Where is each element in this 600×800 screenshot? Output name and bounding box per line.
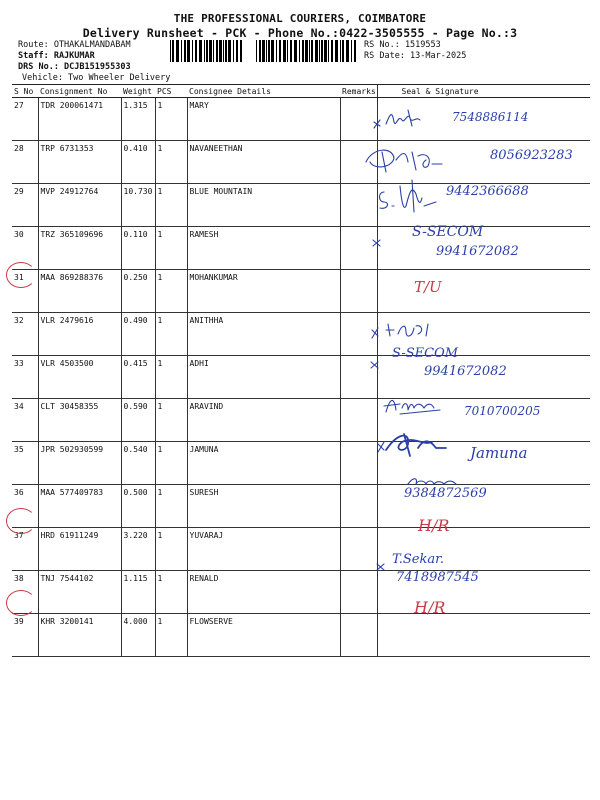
barcode-bar (195, 40, 197, 62)
col-consignee: Consignee Details (187, 85, 340, 98)
cell-pcs: 1 (155, 356, 187, 399)
cell-consignment: HRD 61911249 (38, 528, 121, 571)
handwritten-phone: 8056923283 (490, 148, 573, 163)
cell-pcs: 1 (155, 270, 187, 313)
barcode-bar (228, 40, 231, 62)
cell-weight: 0.110 (121, 227, 155, 270)
barcode-bar (223, 40, 224, 62)
cell-remarks (340, 270, 377, 313)
table-row (12, 485, 590, 528)
col-consignment: Consignment No (38, 85, 121, 98)
cell-pcs: 1 (155, 399, 187, 442)
cell-consignment: KHR 3200141 (38, 614, 121, 657)
company-title: THE PROFESSIONAL COURIERS, COIMBATORE (173, 12, 427, 25)
col-weight: Weight (121, 85, 155, 98)
cell-pcs: 1 (155, 485, 187, 528)
red-circle-mark (6, 508, 36, 534)
cell-weight: 0.410 (121, 141, 155, 184)
cell-sno: 27 (12, 98, 38, 141)
barcode-bar (236, 40, 238, 62)
barcode-bar (199, 40, 202, 62)
barcode-bar (309, 40, 310, 62)
barcode-bar (311, 40, 313, 62)
cell-consignee: BLUE MOUNTAIN (187, 184, 340, 227)
signature-mark (368, 358, 384, 372)
cell-consignment: MAA 577409783 (38, 485, 121, 528)
table-header-row (12, 85, 590, 98)
barcode-bar (276, 40, 277, 62)
barcode-bar (290, 40, 292, 62)
handwritten-remark: H/R (414, 598, 446, 617)
cell-weight: 0.250 (121, 270, 155, 313)
barcode-bar (299, 40, 300, 62)
cell-remarks (340, 571, 377, 614)
cell-weight: 4.000 (121, 614, 155, 657)
cell-weight: 1.115 (121, 571, 155, 614)
cell-pcs: 1 (155, 614, 187, 657)
barcode-bar (259, 40, 261, 62)
barcode-bar (335, 40, 338, 62)
barcode-bar (240, 40, 242, 62)
handwritten-phone: 9941672082 (436, 244, 519, 259)
cell-signature (377, 614, 590, 657)
cell-consignment: VLR 4503500 (38, 356, 121, 399)
drs-number: DRS No.: DCJB151955303 (18, 62, 131, 72)
cell-consignee: NAVANEETHAN (187, 141, 340, 184)
barcode-bar (206, 40, 208, 62)
cell-pcs: 1 (155, 141, 187, 184)
cell-consignee: ANITHHA (187, 313, 340, 356)
col-sno: S No (12, 85, 38, 98)
cell-consignee: MOHANKUMAR (187, 270, 340, 313)
cell-consignment: TRZ 365109696 (38, 227, 121, 270)
cell-remarks (340, 399, 377, 442)
rs-date: RS Date: 13-Mar-2025 (364, 51, 467, 61)
barcode-bar (187, 40, 190, 62)
cell-consignment: VLR 2479616 (38, 313, 121, 356)
cell-pcs: 1 (155, 571, 187, 614)
barcode-bar (305, 40, 308, 62)
signature-mark (370, 236, 386, 250)
signature-mark (368, 316, 448, 340)
red-circle-mark (6, 262, 36, 288)
cell-consignment: MVP 24912764 (38, 184, 121, 227)
table-row (12, 614, 590, 657)
col-signature: Seal & Signature (377, 85, 590, 98)
cell-sno: 30 (12, 227, 38, 270)
cell-consignment: TRP 6731353 (38, 141, 121, 184)
barcode-bar (279, 40, 281, 62)
barcode-bar (213, 40, 214, 62)
signature-mark (368, 104, 448, 134)
barcode-bar (321, 40, 323, 62)
signature-mark (376, 176, 456, 216)
cell-weight: 1.315 (121, 98, 155, 141)
barcode-bar (283, 40, 286, 62)
staff-label: Staff: RAJKUMAR (18, 51, 95, 61)
cell-sno: 28 (12, 141, 38, 184)
barcode-bar (184, 40, 186, 62)
cell-consignee: MARY (187, 98, 340, 141)
signature-mark (374, 560, 390, 574)
handwritten-phone: 9384872569 (404, 486, 487, 501)
barcode-bar (331, 40, 333, 62)
barcode-bar (324, 40, 327, 62)
table-row (12, 270, 590, 313)
barcode-bar (319, 40, 320, 62)
barcode-bar (225, 40, 227, 62)
cell-sno: 39 (12, 614, 38, 657)
handwritten-remark: H/R (418, 516, 450, 535)
runsheet-subtitle: Delivery Runsheet - PCK - Phone No.:0422-3505555 - Page No.:3 (82, 26, 518, 40)
barcode-bar (209, 40, 212, 62)
cell-remarks (340, 485, 377, 528)
cell-weight: 10.730 (121, 184, 155, 227)
cell-consignment: JPR 502930599 (38, 442, 121, 485)
barcode-bar (315, 40, 318, 62)
table-row (12, 313, 590, 356)
cell-consignment: MAA 869288376 (38, 270, 121, 313)
barcode-left (170, 40, 242, 62)
cell-sno: 31 (12, 270, 38, 313)
barcode-bar (294, 40, 297, 62)
barcode-bar (302, 40, 304, 62)
handwritten-phone: 7548886114 (452, 110, 529, 124)
vehicle-label: Vehicle: Two Wheeler Delivery (22, 73, 171, 83)
cell-remarks (340, 442, 377, 485)
barcode-bar (204, 40, 205, 62)
cell-pcs: 1 (155, 227, 187, 270)
cell-weight: 0.415 (121, 356, 155, 399)
cell-remarks (340, 614, 377, 657)
cell-sno: 35 (12, 442, 38, 485)
cell-sno: 36 (12, 485, 38, 528)
cell-sno: 33 (12, 356, 38, 399)
barcode-bar (192, 40, 193, 62)
cell-sno: 37 (12, 528, 38, 571)
barcode-bar (176, 40, 179, 62)
cell-consignee: RAMESH (187, 227, 340, 270)
barcode-bar (354, 40, 356, 62)
barcode-bar (287, 40, 288, 62)
cell-sno: 32 (12, 313, 38, 356)
cell-weight: 0.490 (121, 313, 155, 356)
red-circle-mark (6, 590, 36, 616)
cell-consignee: YUVARAJ (187, 528, 340, 571)
cell-sno: 29 (12, 184, 38, 227)
barcode-bar (256, 40, 257, 62)
handwritten-name: S-SECOM (412, 224, 484, 240)
cell-consignee: SURESH (187, 485, 340, 528)
cell-weight: 3.220 (121, 528, 155, 571)
barcode-bar (233, 40, 234, 62)
cell-weight: 0.590 (121, 399, 155, 442)
handwritten-phone: 7010700205 (464, 404, 541, 418)
handwritten-remark: T/U (414, 278, 442, 296)
cell-consignee: ARAVIND (187, 399, 340, 442)
handwritten-phone: 7418987545 (396, 570, 479, 585)
cell-consignment: TDR 200061471 (38, 98, 121, 141)
barcode-bar (219, 40, 222, 62)
cell-remarks (340, 528, 377, 571)
barcode-bar (342, 40, 344, 62)
cell-sno: 34 (12, 399, 38, 442)
barcode-bar (328, 40, 329, 62)
handwritten-name: S-SECOM (392, 346, 459, 361)
handwritten-name: Jamuna (470, 444, 528, 462)
cell-pcs: 1 (155, 528, 187, 571)
barcode-bar (271, 40, 274, 62)
cell-weight: 0.540 (121, 442, 155, 485)
barcode-bar (266, 40, 267, 62)
barcode-bar (170, 40, 171, 62)
cell-consignee: FLOWSERVE (187, 614, 340, 657)
barcode-right (256, 40, 358, 62)
cell-weight: 0.500 (121, 485, 155, 528)
barcode-bar (172, 40, 174, 62)
barcode-bar (262, 40, 265, 62)
cell-signature (377, 270, 590, 313)
cell-pcs: 1 (155, 313, 187, 356)
signature-mark (374, 426, 464, 462)
handwritten-phone: 9941672082 (424, 364, 507, 379)
barcode-bar (216, 40, 218, 62)
barcode-bar (346, 40, 349, 62)
col-remarks: Remarks (342, 86, 376, 96)
barcode-bar (268, 40, 270, 62)
cell-pcs: 1 (155, 442, 187, 485)
route-label: Route: OTHAKALMANDABAM (18, 40, 131, 50)
col-pcs: PCS (155, 85, 187, 98)
cell-consignee: JAMUNA (187, 442, 340, 485)
signature-mark (380, 392, 460, 420)
barcode-bar (340, 40, 341, 62)
handwritten-phone: 9442366688 (446, 184, 529, 199)
cell-sno: 38 (12, 571, 38, 614)
cell-pcs: 1 (155, 98, 187, 141)
signature-mark (362, 142, 492, 176)
barcode-bar (351, 40, 352, 62)
cell-consignee: ADHI (187, 356, 340, 399)
cell-consignee: RENALD (187, 571, 340, 614)
barcode-bar (181, 40, 182, 62)
table-row (12, 528, 590, 571)
cell-consignment: CLT 30458355 (38, 399, 121, 442)
cell-remarks (340, 184, 377, 227)
table-row (12, 571, 590, 614)
rs-number: RS No.: 1519553 (364, 40, 441, 50)
cell-pcs: 1 (155, 184, 187, 227)
handwritten-name: T.Sekar. (392, 552, 445, 567)
cell-consignment: TNJ 7544102 (38, 571, 121, 614)
